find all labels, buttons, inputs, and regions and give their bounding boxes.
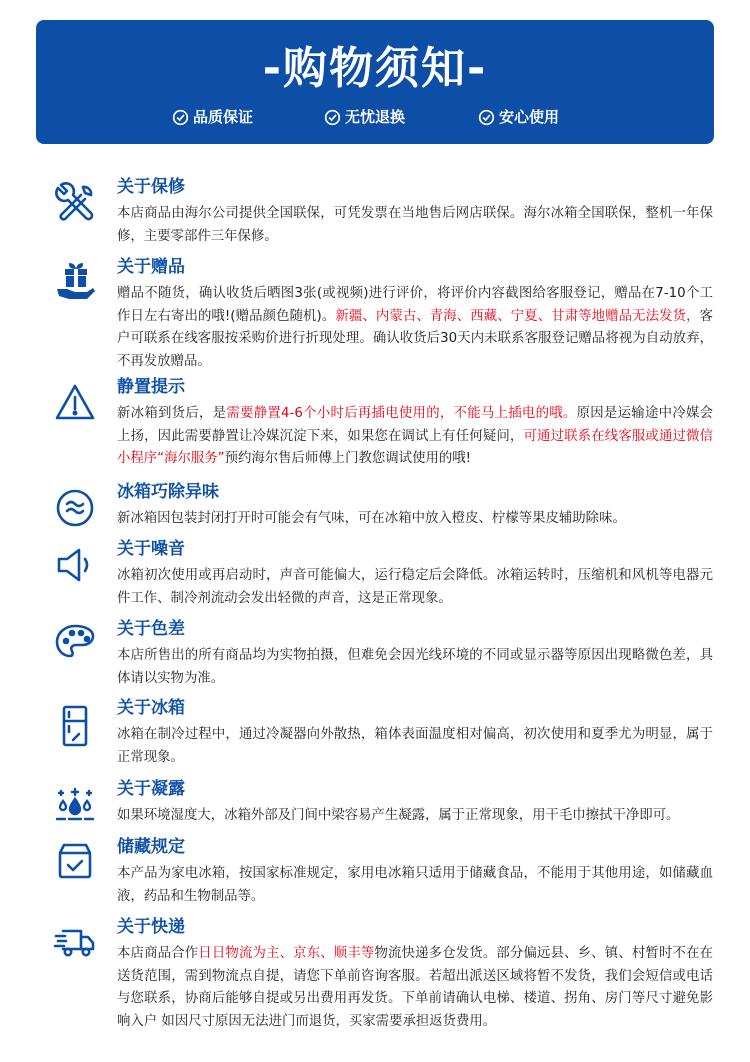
section-title: 关于色差 xyxy=(117,619,185,639)
section-body xyxy=(117,565,713,610)
check-circle-icon xyxy=(478,109,495,126)
return-badge xyxy=(324,107,405,127)
body-text: 客户可联系在线客服按采购价进行折现处理。确认收货后30天内未联系客服登记赠品将视为自动放弃，不再发放赠品。 xyxy=(117,308,713,369)
section-title: 关于冰箱 xyxy=(117,698,185,718)
page-title: -购物须知- xyxy=(262,43,488,94)
body-text: 冰箱在制冷过程中，通过冷凝器向外散热，箱体表面温度相对偏高，初次使用和夏季尤为明显，属于正常现象。 xyxy=(117,727,713,765)
section-title: 关于凝露 xyxy=(117,779,185,799)
section-body xyxy=(117,805,713,828)
odor-icon xyxy=(52,485,98,531)
badge-label: 品质保证 xyxy=(193,108,254,126)
tools-icon xyxy=(52,178,98,224)
section-title: 关于保修 xyxy=(117,177,185,197)
body-text: 本店所售出的所有商品均为实物拍摄，但难免会因光线环境的不同或显示器等原因出现略微色差，具体请以实物为准。 xyxy=(117,648,713,686)
section-body xyxy=(117,508,713,531)
body-text: 本店商品由海尔公司提供全国联保，可凭发票在当地售后网店联保。海尔冰箱全国联保，整机一年保修，主要零部件三年保修。 xyxy=(117,206,713,244)
body-text: 赠品不随货，确认收货后晒图3张(或视频)进行评价，将评价内容截图给客服登记，赠品在7-10个工作日左右寄出的哦!(赠品颜色随机)。 xyxy=(117,286,713,324)
condensation-icon xyxy=(52,782,98,828)
section-body xyxy=(117,203,713,248)
section-body xyxy=(117,724,713,769)
body-text: 冰箱初次使用或再启动时，声音可能偏大，运行稳定后会降低。冰箱运转时，压缩机和风机等电器元件工作、制冷剂流动会发出轻微的声音，这是正常现象。 xyxy=(117,568,713,606)
highlight-text: 日日物流为主、京东、顺丰等 xyxy=(198,946,375,961)
highlight-text: 需要静置4-6个小时后再插电使用的，不能马上插电的哦。 xyxy=(226,406,577,421)
section-body xyxy=(117,283,713,373)
body-text: 如果环境湿度大，冰箱外部及门间中梁容易产生凝露，属于正常现象，用干毛巾擦拭干净即可。 xyxy=(117,808,680,823)
check-circle-icon xyxy=(324,109,341,126)
check-circle-icon xyxy=(172,109,189,126)
speaker-icon xyxy=(52,542,98,588)
highlight-text: 新疆、内蒙古、青海、西藏、宁夏、甘肃等地赠品无法发货， xyxy=(335,308,700,324)
palette-icon xyxy=(52,620,98,666)
body-text: 新冰箱因包装封闭打开时可能会有气味，可在冰箱中放入橙皮、柠檬等果皮辅助除味。 xyxy=(117,511,626,526)
badge-row xyxy=(36,107,714,131)
section-title: 冰箱巧除异味 xyxy=(117,482,219,502)
section-title: 关于快递 xyxy=(117,917,185,937)
section-body xyxy=(117,403,713,471)
body-text: 本产品为家电冰箱，按国家标准规定，家用电冰箱只适用于储藏食品，不能用于其他用途，如储藏血液，药品和生物制品等。 xyxy=(117,866,713,904)
header-banner xyxy=(36,20,714,144)
body-text: 原因是运输途中冷媒会上扬，因此需要静置让冷媒沉淀下来，如果您在调试上有任何疑问， xyxy=(117,406,714,444)
highlight-text: 可通过联系在线客服或通过微信小程序“海尔服务” xyxy=(117,428,714,466)
body-text: 物流快递多仓发货。部分偏远县、乡、镇、村暂时不在在送货范围，需到物流点自提，请您下单前咨询客服。若超出派送区域将暂不发货，我们会短信或电话与您联系，协商后能够自提或另出费用再发货。下单前请确认电梯、楼道、拐角、房门等尺寸避免影响入户 如因尺寸原因无法进门而退货，买家需要承担返货费用。 xyxy=(117,946,714,1029)
quality-badge xyxy=(172,107,253,127)
safe-badge xyxy=(478,107,559,127)
section-body xyxy=(117,943,713,1033)
section-title: 关于噪音 xyxy=(117,539,185,559)
section-title: 储藏规定 xyxy=(117,837,185,857)
section-body xyxy=(117,863,713,908)
warning-icon xyxy=(52,380,98,426)
section-body xyxy=(117,645,713,690)
badge-label: 无忧退换 xyxy=(345,108,406,126)
body-text: 本店商品合作 xyxy=(117,946,199,961)
storage-icon xyxy=(52,838,98,884)
truck-icon xyxy=(52,918,98,964)
section-title: 静置提示 xyxy=(117,377,185,397)
body-text: 预约海尔售后师傅上门教您调试使用的哦! xyxy=(224,451,472,466)
body-text: 新冰箱到货后，是 xyxy=(117,406,227,421)
badge-label: 安心使用 xyxy=(499,108,560,126)
section-title: 关于赠品 xyxy=(117,257,185,277)
gift-icon xyxy=(52,258,98,304)
fridge-icon xyxy=(52,703,98,749)
